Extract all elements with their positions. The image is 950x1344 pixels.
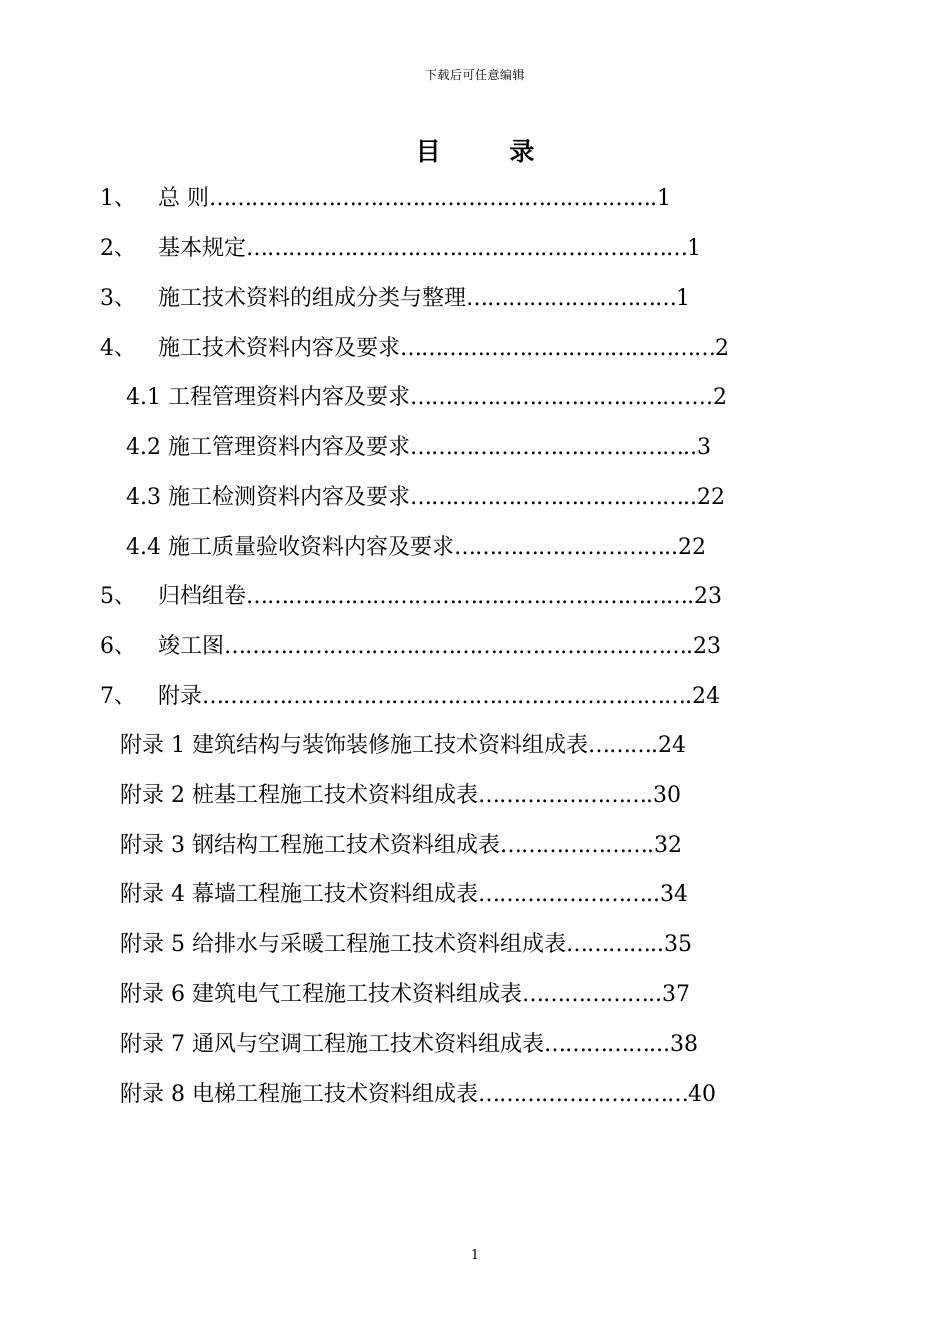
- toc-entry-page: ..35: [650, 932, 692, 957]
- toc-entry-label: 4.4 施工质量验收资料内容及要求: [126, 535, 454, 560]
- toc-entry-3[interactable]: [100, 284, 690, 314]
- toc-entry-page: .23: [687, 584, 723, 609]
- toc-entry-number: 3、: [100, 286, 136, 311]
- toc-entry-leader: ……………………………………………………………: [202, 684, 686, 709]
- toc-entry-leader: ……………………: [478, 783, 646, 808]
- toc-entry-leader: …………………………………: [409, 435, 683, 460]
- toc-entry-label: 施工技术资料的组成分类与整理: [158, 286, 467, 311]
- toc-entry-label: 附录 8 电梯工程施工技术资料组成表: [120, 1082, 478, 1107]
- toc-entry-page: .32: [647, 833, 682, 858]
- toc-entry-appendix-2[interactable]: [120, 781, 681, 811]
- toc-entry-appendix-7[interactable]: [120, 1030, 698, 1060]
- toc-entry-number: 1、: [100, 186, 136, 211]
- page-number: 1: [470, 1248, 480, 1263]
- toc-entry-leader: …………: [566, 932, 650, 957]
- toc-entry-label: 总 则: [158, 186, 209, 211]
- toc-entry-number: 2、: [100, 236, 136, 261]
- toc-entry-label: 附录 3 钢结构工程施工技术资料组成表: [120, 833, 500, 858]
- toc-entry-label: 附录 6 建筑电气工程施工技术资料组成表: [120, 982, 522, 1007]
- toc-entry-leader: ……………………: [478, 882, 646, 907]
- toc-entry-label: 附录 7 通风与空调工程施工技术资料组成表: [120, 1032, 544, 1057]
- toc-entry-leader: ………………………………………………………: [209, 186, 650, 211]
- toc-entry-appendix-4[interactable]: [120, 880, 688, 910]
- toc-entry-leader: …………………………: [466, 286, 677, 311]
- toc-entry-2[interactable]: [100, 234, 701, 264]
- toc-entry-leader: …………………………………: [409, 485, 683, 510]
- toc-entry-4[interactable]: [100, 334, 729, 364]
- toc-entry-page: …….2: [661, 385, 727, 410]
- toc-entry-label: 附录 4 幕墙工程施工技术资料组成表: [120, 882, 478, 907]
- toc-entry-label: 4.3 施工检测资料内容及要求: [126, 485, 410, 510]
- toc-entry-leader: ………………………………………………………: [246, 236, 688, 261]
- toc-entry-page: 40: [688, 1082, 716, 1107]
- toc-entry-appendix-1[interactable]: [120, 731, 686, 761]
- toc-entry-leader: …………………: [500, 833, 647, 858]
- toc-entry-appendix-3[interactable]: [120, 831, 682, 861]
- toc-entry-leader: …………………………: [478, 1082, 688, 1107]
- toc-entry-page: .1: [650, 186, 671, 211]
- toc-entry-page: ...38: [649, 1032, 698, 1057]
- toc-entry-page: .24: [651, 733, 686, 758]
- toc-entry-page: 2: [715, 336, 730, 361]
- toc-entry-page: ..3: [682, 435, 711, 460]
- toc-entry-page: ..22: [682, 485, 725, 510]
- toc-entry-label: 4.2 施工管理资料内容及要求: [126, 435, 410, 460]
- toc-entry-label: 4.1 工程管理资料内容及要求: [126, 385, 410, 410]
- toc-entry-number: 5、: [100, 584, 136, 609]
- toc-entry-label: 施工技术资料内容及要求: [158, 336, 401, 361]
- toc-entry-page: .24: [685, 684, 721, 709]
- toc-entry-number: 6、: [100, 634, 136, 659]
- toc-entry-leader: ………………………………………: [400, 336, 716, 361]
- toc-entry-4-1[interactable]: [126, 383, 727, 413]
- toc-entry-page: 1: [676, 286, 691, 311]
- toc-entry-leader: …………………………: [453, 535, 664, 560]
- toc-entry-4-2[interactable]: [126, 433, 711, 463]
- toc-entry-appendix-5[interactable]: [120, 930, 692, 960]
- page-title: 目 录: [415, 137, 535, 166]
- toc-entry-leader: …………………………………………………………: [224, 634, 687, 659]
- toc-entry-label: 附录 5 给排水与采暖工程施工技术资料组成表: [120, 932, 566, 957]
- toc-entry-page: 1: [687, 236, 702, 261]
- header-note: 下载后可任意编辑: [424, 68, 525, 82]
- toc-entry-number: 4、: [100, 336, 136, 361]
- toc-entry-leader: ……………: [544, 1032, 649, 1057]
- toc-entry-page: .23: [686, 634, 722, 659]
- toc-entry-label: 附录: [158, 684, 203, 709]
- toc-entry-label: 基本规定: [158, 236, 247, 261]
- toc-entry-leader: ………………………………………………………: [246, 584, 688, 609]
- toc-entry-1[interactable]: [100, 184, 671, 214]
- toc-entry-label: 附录 2 桩基工程施工技术资料组成表: [120, 783, 478, 808]
- toc-entry-7[interactable]: [100, 682, 720, 712]
- toc-entry-label: 竣工图: [158, 634, 225, 659]
- toc-entry-label: 附录 1 建筑结构与装饰装修施工技术资料组成表: [120, 733, 588, 758]
- toc-entry-page: .30: [646, 783, 681, 808]
- toc-entry-page: ..22: [663, 535, 706, 560]
- toc-entry-appendix-8[interactable]: [120, 1080, 716, 1110]
- toc-entry-page: ..37: [648, 982, 690, 1007]
- toc-entry-appendix-6[interactable]: [120, 980, 690, 1010]
- toc-entry-4-4[interactable]: [126, 533, 706, 563]
- toc-entry-leader: ………………………………: [409, 385, 662, 410]
- toc-entry-4-3[interactable]: [126, 483, 725, 513]
- toc-entry-number: 7、: [100, 684, 136, 709]
- toc-entry-5[interactable]: [100, 582, 722, 612]
- toc-entry-label: 归档组卷: [158, 584, 247, 609]
- toc-entry-page: ..34: [646, 882, 688, 907]
- toc-entry-leader: ………: [588, 733, 651, 758]
- toc-entry-6[interactable]: [100, 632, 721, 662]
- toc-entry-leader: ………………: [522, 982, 648, 1007]
